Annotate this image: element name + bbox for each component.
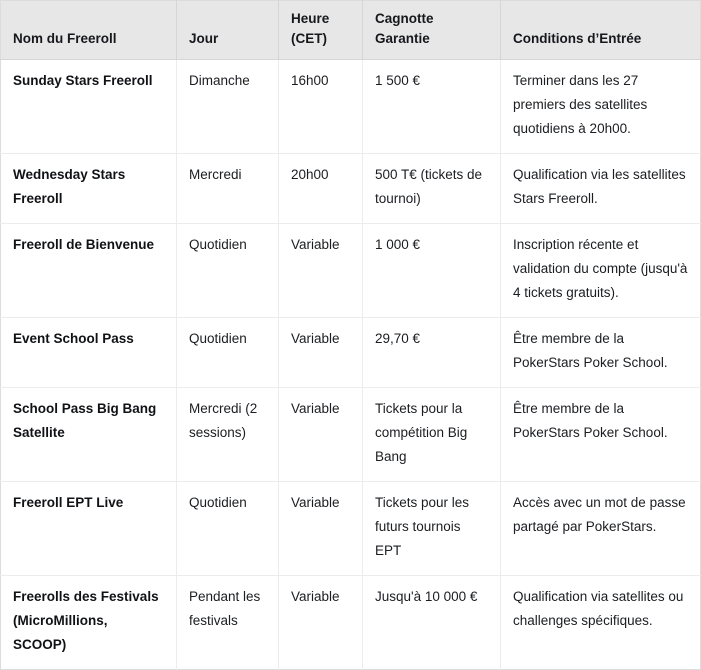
table-row: [1, 224, 701, 318]
cell-freeroll-name: Event School Pass: [1, 318, 177, 388]
cell-freeroll-name: Freerolls des Festivals (MicroMillions, SCOOP): [1, 576, 177, 670]
column-header-heure-line1: Heure: [291, 11, 330, 26]
table-row: [1, 318, 701, 388]
cell-freeroll-name: Freeroll EPT Live: [1, 482, 177, 576]
cell-cagnotte: 1 500 €: [363, 60, 501, 154]
cell-heure: Variable: [279, 388, 363, 482]
cell-jour: Quotidien: [177, 318, 279, 388]
cell-freeroll-name: Wednesday Stars Freeroll: [1, 154, 177, 224]
column-header-jour: Jour: [177, 1, 279, 60]
cell-heure: Variable: [279, 318, 363, 388]
table-body: [1, 60, 701, 670]
column-header-heure-line2: (CET): [291, 31, 327, 46]
column-header-heure: [279, 1, 363, 60]
cell-heure: Variable: [279, 576, 363, 670]
cell-conditions: Être membre de la PokerStars Poker School.: [501, 318, 701, 388]
cell-jour: Quotidien: [177, 224, 279, 318]
cell-conditions: Qualification via satellites ou challenges spécifiques.: [501, 576, 701, 670]
table-row: [1, 576, 701, 670]
cell-conditions: Inscription récente et validation du compte (jusqu'à 4 tickets gratuits).: [501, 224, 701, 318]
cell-jour: Quotidien: [177, 482, 279, 576]
table-header: [1, 1, 701, 60]
cell-cagnotte: 500 T€ (tickets de tournoi): [363, 154, 501, 224]
cell-conditions: Qualification via les satellites Stars Freeroll.: [501, 154, 701, 224]
table-row: [1, 388, 701, 482]
table-row: [1, 60, 701, 154]
table-row: [1, 154, 701, 224]
cell-conditions: Être membre de la PokerStars Poker School.: [501, 388, 701, 482]
cell-heure: 16h00: [279, 60, 363, 154]
cell-jour: Pendant les festivals: [177, 576, 279, 670]
cell-cagnotte: Tickets pour la compétition Big Bang: [363, 388, 501, 482]
cell-cagnotte: 1 000 €: [363, 224, 501, 318]
cell-heure: Variable: [279, 224, 363, 318]
cell-freeroll-name: Freeroll de Bienvenue: [1, 224, 177, 318]
cell-conditions: Terminer dans les 27 premiers des satellites quotidiens à 20h00.: [501, 60, 701, 154]
cell-freeroll-name: School Pass Big Bang Satellite: [1, 388, 177, 482]
table-row: [1, 482, 701, 576]
column-header-nom-du-freeroll: Nom du Freeroll: [1, 1, 177, 60]
cell-freeroll-name: Sunday Stars Freeroll: [1, 60, 177, 154]
cell-cagnotte: 29,70 €: [363, 318, 501, 388]
table-header-row: [1, 1, 701, 60]
cell-jour: Dimanche: [177, 60, 279, 154]
column-header-conditions-d-entree: Conditions d’Entrée: [501, 1, 701, 60]
cell-heure: Variable: [279, 482, 363, 576]
cell-jour: Mercredi: [177, 154, 279, 224]
cell-jour: Mercredi (2 sessions): [177, 388, 279, 482]
cell-conditions: Accès avec un mot de passe partagé par PokerStars.: [501, 482, 701, 576]
cell-heure: 20h00: [279, 154, 363, 224]
column-header-cagnotte-line2: Garantie: [375, 31, 430, 46]
column-header-cagnotte-line1: Cagnotte: [375, 11, 434, 26]
cell-cagnotte: Tickets pour les futurs tournois EPT: [363, 482, 501, 576]
column-header-cagnotte-garantie: [363, 1, 501, 60]
cell-cagnotte: Jusqu'à 10 000 €: [363, 576, 501, 670]
